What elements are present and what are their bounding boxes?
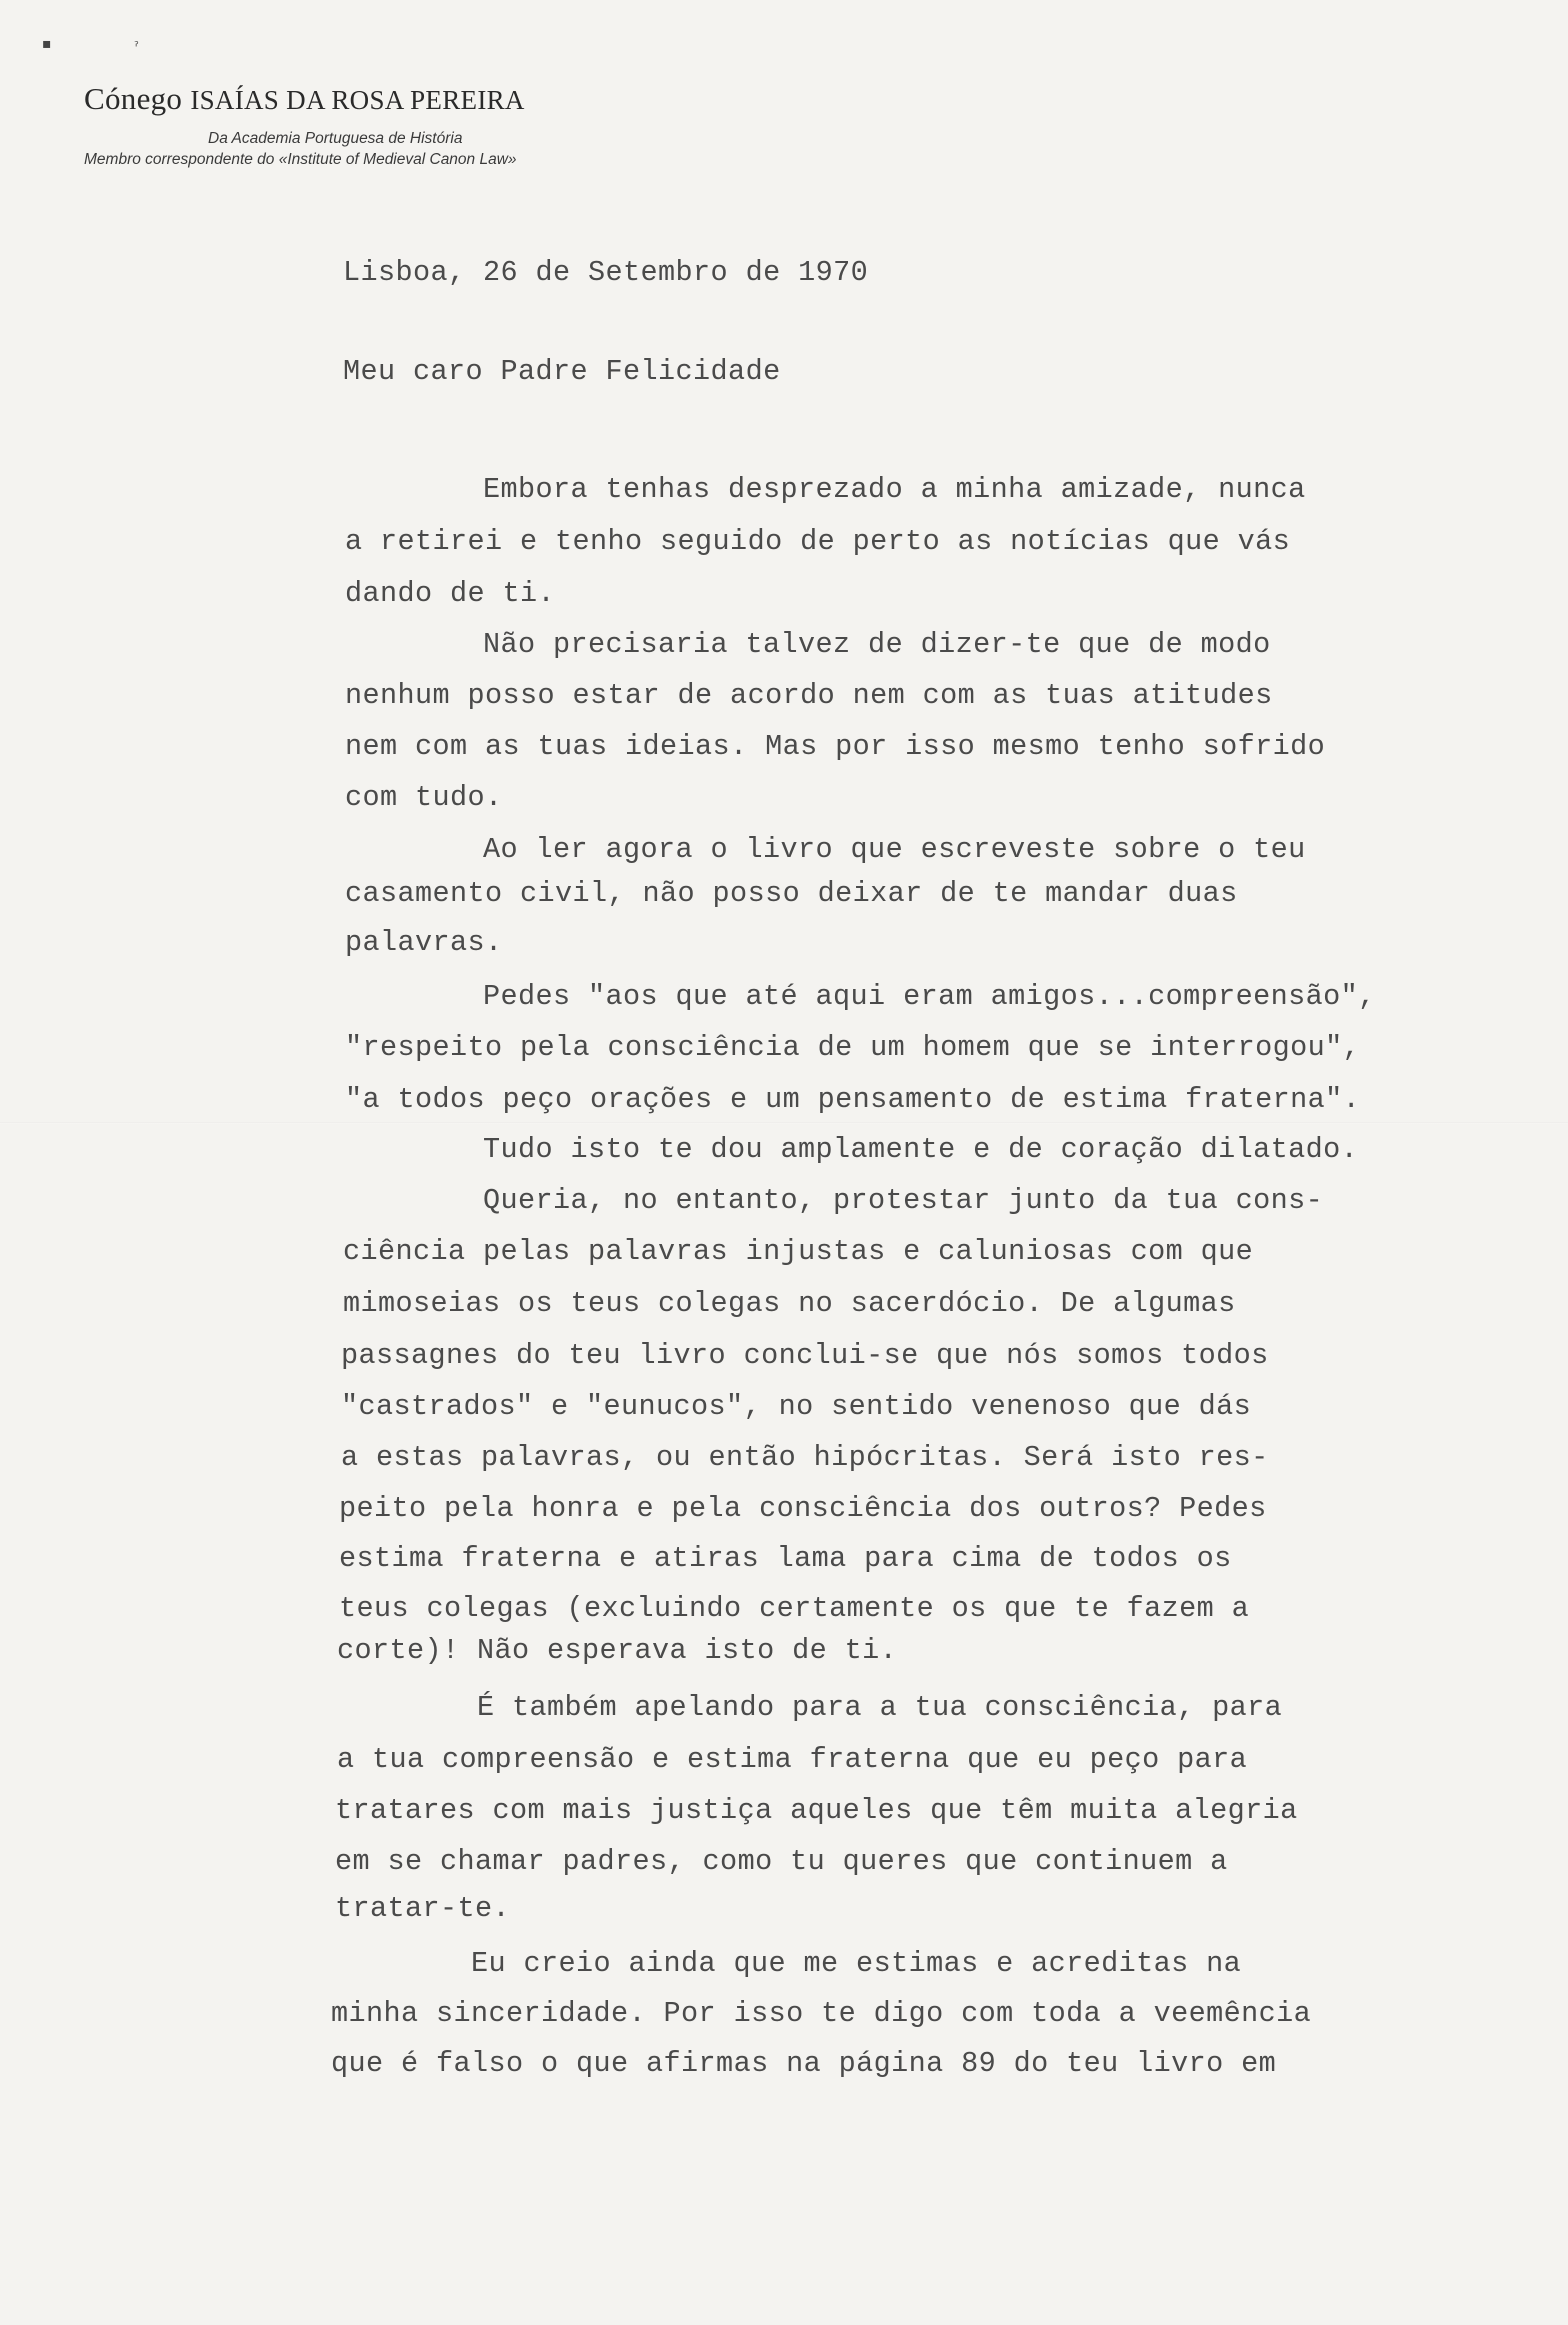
letterhead-title: Cónego — [84, 81, 183, 116]
letter-line: Pedes "aos que até aqui eram amigos...compreensão", — [483, 980, 1376, 1013]
letter-line: Não precisaria talvez de dizer-te que de modo — [483, 628, 1271, 661]
paper-fold — [0, 1122, 1568, 1124]
letter-line: corte)! Não esperava isto de ti. — [337, 1634, 898, 1667]
letter-line: casamento civil, não posso deixar de te mandar duas — [345, 877, 1238, 910]
letterhead-name — [84, 82, 704, 116]
letter-line: teus colegas (excluindo certamente os que te fazem a — [339, 1592, 1250, 1625]
letter-line: "respeito pela consciência de um homem que se interrogou", — [345, 1031, 1361, 1064]
letter-line: nem com as tuas ideias. Mas por isso mesmo tenho sofrido — [345, 730, 1326, 763]
letter-line: palavras. — [345, 926, 503, 959]
letter-salutation: Meu caro Padre Felicidade — [343, 355, 781, 388]
letterhead-person: ISAÍAS DA ROSA PEREIRA — [190, 85, 525, 115]
letter-line: a retirei e tenho seguido de perto as notícias que vás — [345, 525, 1291, 558]
letter-line: a tua compreensão e estima fraterna que eu peço para — [337, 1743, 1248, 1776]
letter-line: É também apelando para a tua consciência, para — [477, 1691, 1283, 1724]
corner-tick-mark: ˀ — [134, 40, 139, 55]
letter-line: que é falso o que afirmas na página 89 do teu livro em — [331, 2047, 1277, 2080]
letter-line: com tudo. — [345, 781, 503, 814]
letter-line: mimoseias os teus colegas no sacerdócio. De algumas — [343, 1287, 1236, 1320]
letter-line: Tudo isto te dou amplamente e de coração dilatado. — [483, 1133, 1359, 1166]
letter-line: tratar-te. — [335, 1892, 511, 1925]
corner-dot-mark: ▪ — [42, 36, 52, 52]
letter-line: minha sinceridade. Por isso te digo com toda a veemência — [331, 1997, 1312, 2030]
letter-line: nenhum posso estar de acordo nem com as tuas atitudes — [345, 679, 1273, 712]
letter-line: em se chamar padres, como tu queres que continuem a — [335, 1845, 1228, 1878]
letterhead-membership: Membro correspondente do «Institute of Medieval Canon Law» — [84, 151, 517, 169]
letter-line: "castrados" e "eunucos", no sentido venenoso que dás — [341, 1390, 1252, 1423]
letter-line: Embora tenhas desprezado a minha amizade, nunca — [483, 473, 1306, 506]
letter-line: tratares com mais justiça aqueles que têm muita alegria — [335, 1794, 1298, 1827]
letter-line: Queria, no entanto, protestar junto da tua cons- — [483, 1184, 1324, 1217]
letter-line: passagnes do teu livro conclui-se que nós somos todos — [341, 1339, 1269, 1372]
letterhead-academy: Da Academia Portuguesa de História — [208, 130, 463, 148]
letter-line: a estas palavras, ou então hipócritas. Será isto res- — [341, 1441, 1269, 1474]
letter-line: Eu creio ainda que me estimas e acreditas na — [471, 1947, 1242, 1980]
letterhead — [84, 82, 704, 170]
letter-line: dando de ti. — [345, 577, 556, 610]
letter-line: Ao ler agora o livro que escreveste sobre o teu — [483, 833, 1306, 866]
letter-line: peito pela honra e pela consciência dos outros? Pedes — [339, 1492, 1267, 1525]
letter-date: Lisboa, 26 de Setembro de 1970 — [343, 256, 869, 289]
letter-line: ciência pelas palavras injustas e caluniosas com que — [343, 1235, 1254, 1268]
letter-line: "a todos peço orações e um pensamento de estima fraterna". — [345, 1083, 1361, 1116]
letter-line: estima fraterna e atiras lama para cima de todos os — [339, 1542, 1232, 1575]
